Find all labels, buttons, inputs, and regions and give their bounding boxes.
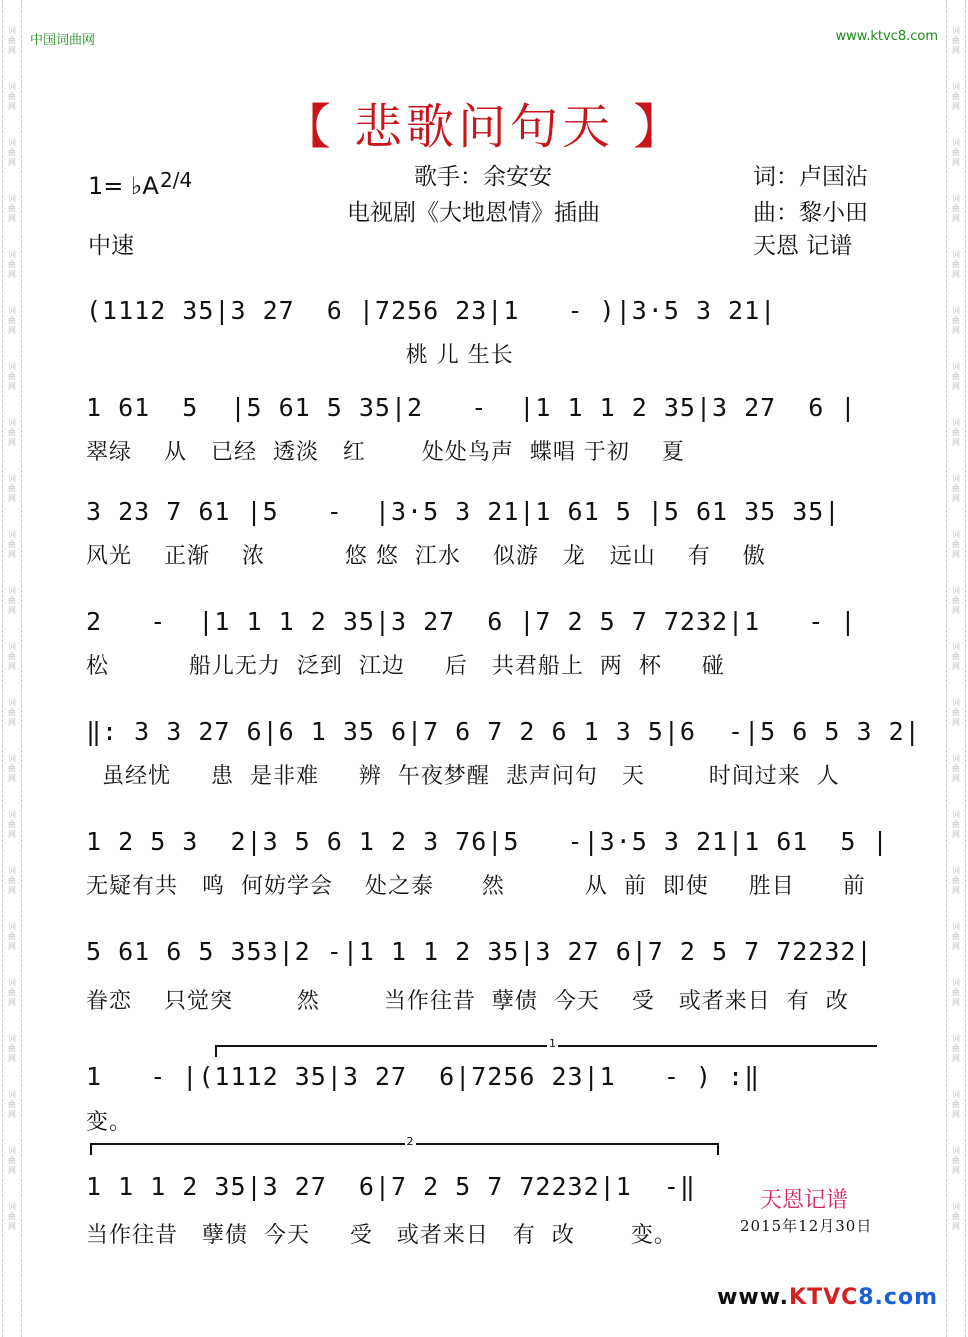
watermark-text: 词 曲 网 (8, 418, 16, 447)
footer-logo-part: www. (717, 1285, 790, 1310)
notation-line: 1 - |(1112 35|3 27 6|7256 23|1 - ) :‖ (86, 1062, 761, 1091)
watermark-text: 词 曲 网 (8, 474, 16, 503)
time-signature: 2/4 (160, 168, 193, 192)
watermark-text: 词 曲 网 (952, 1202, 960, 1231)
lyricist-credit: 词：卢国沾 (753, 164, 868, 190)
watermark-text: 词 曲 网 (8, 1202, 16, 1231)
watermark-text: 词 曲 网 (8, 26, 16, 55)
watermark-text: 词 曲 网 (8, 362, 16, 391)
watermark-text: 词 曲 网 (8, 82, 16, 111)
lyric-line-1: 桃 儿 生长 (86, 343, 514, 368)
watermark-text: 词 曲 网 (952, 82, 960, 111)
key-signature: 1= ♭A (88, 172, 159, 200)
lyric-line-7: 眷恋 只觉突 然 当作往昔 孽债 今天 受 或者来日 有 改 (86, 989, 849, 1014)
lyric-line-3: 风光 正渐 浓 悠 悠 江水 似游 龙 远山 有 傲 (86, 544, 766, 569)
watermark-text: 词 曲 网 (952, 474, 960, 503)
watermark-text: 词 曲 网 (8, 978, 16, 1007)
first-ending-bracket (215, 1037, 877, 1057)
site-url: www.ktvc8.com (835, 29, 938, 44)
watermark-text: 词 曲 网 (952, 362, 960, 391)
second-ending-bracket (90, 1135, 719, 1155)
watermark-text: 词 曲 网 (952, 1146, 960, 1175)
composer-credit: 曲：黎小田 (753, 200, 868, 226)
watermark-text: 词 曲 网 (8, 194, 16, 223)
notation-line: 2 - |1 1 1 2 35|3 27 6 |7 2 5 7 7232|1 - | (86, 607, 857, 636)
lyric-line-9: 当作往昔 孽债 今天 受 或者来日 有 改 变。 (86, 1223, 677, 1248)
watermark-text: 词 曲 网 (8, 1034, 16, 1063)
transcriber-credit: 天恩 记谱 (753, 233, 853, 259)
notation-line: 1 61 5 |5 61 5 35|2 - |1 1 1 2 35|3 27 6 | (86, 393, 857, 422)
watermark-text: 词 曲 网 (8, 1090, 16, 1119)
score-row-6 (86, 827, 889, 867)
lyric-line-5: 虽经忧 患 是非难 辨 午夜梦醒 悲声问句 天 时间过来 人 (86, 764, 840, 789)
score-row-5 (86, 717, 921, 757)
watermark-text: 词 曲 网 (952, 866, 960, 895)
tempo-marking: 中速 (88, 233, 134, 259)
score-row-8 (86, 1062, 886, 1102)
score-row-4 (86, 607, 886, 647)
notation-line: 3 23 7 61 |5 - |3·5 3 21|1 61 5 |5 61 35 35| (86, 497, 841, 526)
score-row-1 (86, 296, 886, 336)
watermark-text: 词 曲 网 (8, 866, 16, 895)
lyric-line-2: 翠绿 从 已经 透淡 红 处处鸟声 蝶唱 于初 夏 (86, 440, 685, 465)
watermark-text: 词 曲 网 (952, 586, 960, 615)
watermark-text: 词 曲 网 (952, 1034, 960, 1063)
lyric-line-8: 变。 (86, 1110, 133, 1135)
singer-credit: 歌手：余安安 (414, 164, 552, 190)
watermark-text: 词 曲 网 (8, 586, 16, 615)
footer-logo-part: 8.com (858, 1285, 938, 1310)
watermark-text: 词 曲 网 (952, 26, 960, 55)
watermark-text: 词 曲 网 (952, 530, 960, 559)
volta-number: 2 (406, 1135, 414, 1148)
watermark-text: 词 曲 网 (952, 810, 960, 839)
notation-line: ‖: 3 3 27 6|6 1 35 6|7 6 7 2 6 1 3 5|6 -|5 6 5 3 2| (86, 717, 921, 746)
watermark-text: 词 曲 网 (952, 978, 960, 1007)
right-watermark-strip (946, 0, 966, 1337)
watermark-text: 词 曲 网 (952, 194, 960, 223)
notation-line: 1 2 5 3 2|3 5 6 1 2 3 76|5 -|3·5 3 21|1 61 5 | (86, 827, 889, 856)
score-row-2 (86, 393, 886, 433)
watermark-text: 词 曲 网 (8, 642, 16, 671)
watermark-text: 词 曲 网 (952, 642, 960, 671)
watermark-text: 词 曲 网 (952, 754, 960, 783)
footer-logo (717, 1285, 938, 1310)
site-name: 中国词曲网 (30, 33, 96, 48)
watermark-text: 词 曲 网 (952, 698, 960, 727)
watermark-text: 词 曲 网 (8, 306, 16, 335)
watermark-text: 词 曲 网 (952, 1090, 960, 1119)
transcriber-signature: 天恩记谱 (760, 1188, 849, 1213)
watermark-text: 词 曲 网 (952, 418, 960, 447)
watermark-text: 词 曲 网 (8, 1146, 16, 1175)
volta-number: 1 (549, 1037, 556, 1050)
notation-line: (1112 35|3 27 6 |7256 23|1 - )|3·5 3 21| (86, 296, 777, 325)
lyric-line-4: 松 船儿无力 泛到 江边 后 共君船上 两 杯 碰 (86, 654, 725, 679)
watermark-text: 词 曲 网 (8, 754, 16, 783)
watermark-text: 词 曲 网 (952, 138, 960, 167)
watermark-text: 词 曲 网 (8, 810, 16, 839)
watermark-text: 词 曲 网 (952, 306, 960, 335)
lyric-line-6: 无疑有共 鸣 何妨学会 处之泰 然 从 前 即使 胜目 前 (86, 874, 866, 899)
watermark-text: 词 曲 网 (8, 138, 16, 167)
left-watermark-strip (2, 0, 22, 1337)
source-credit: 电视剧《大地恩情》插曲 (347, 200, 600, 226)
footer-logo-part: KTVC (789, 1285, 859, 1310)
score-row-7 (86, 937, 886, 977)
watermark-text: 词 曲 网 (952, 250, 960, 279)
watermark-text: 词 曲 网 (8, 922, 16, 951)
transcription-date: 2015年12月30日 (740, 1217, 873, 1235)
song-title: 【 悲歌问句天 】 (282, 99, 686, 155)
notation-line: 5 61 6 5 353|2 -|1 1 1 2 35|3 27 6|7 2 5 7 72232| (86, 937, 873, 966)
watermark-text: 词 曲 网 (952, 922, 960, 951)
watermark-text: 词 曲 网 (8, 530, 16, 559)
watermark-text: 词 曲 网 (8, 698, 16, 727)
watermark-text: 词 曲 网 (8, 250, 16, 279)
notation-line: 1 1 1 2 35|3 27 6|7 2 5 7 72232|1 -‖ (86, 1172, 696, 1201)
score-row-3 (86, 497, 886, 537)
